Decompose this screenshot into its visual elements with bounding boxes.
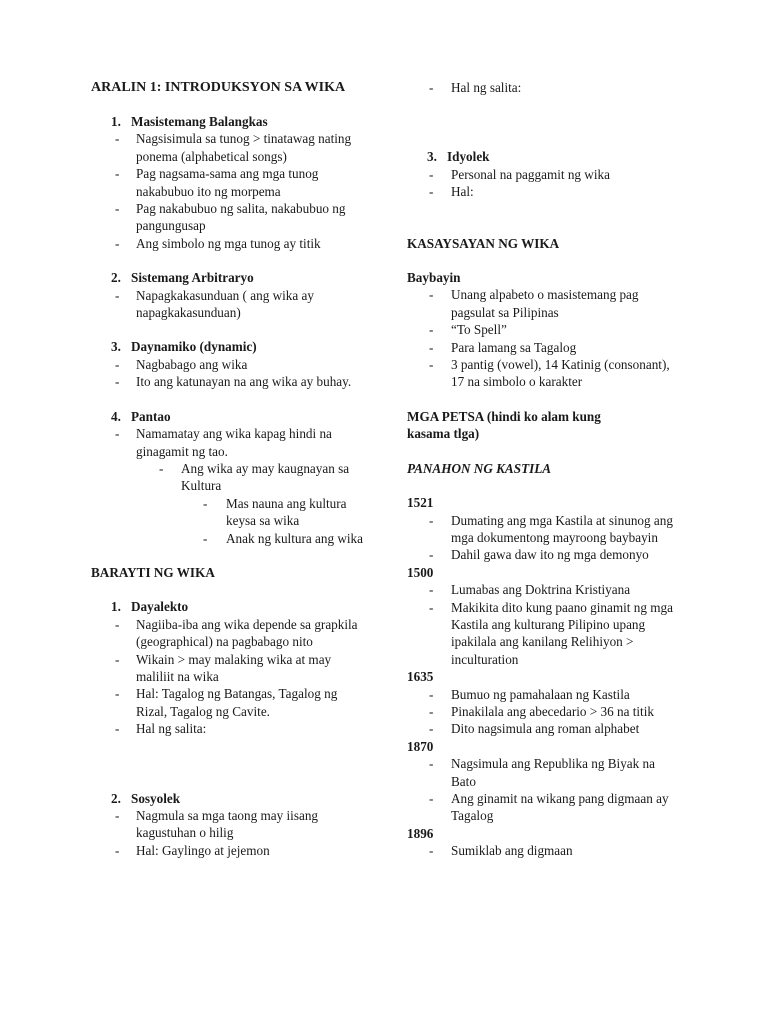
- section-heading: 3. Daynamiko (dynamic): [111, 339, 257, 355]
- list-item: - Dito nagsimula ang roman alphabet: [429, 721, 640, 737]
- section-heading: 2. Sistemang Arbitraryo: [111, 270, 254, 286]
- list-item: - Unang alpabeto o masistemang pag pagsulat sa Pilipinas: [429, 287, 639, 320]
- list-item: - Nagsimula ang Republika ng Biyak na Bato: [429, 756, 656, 789]
- list-item: - Nagbabago ang wika: [115, 356, 248, 372]
- list-item: - Dahil gawa daw ito ng mga demonyo: [429, 547, 649, 563]
- list-item: - Nagiiba-iba ang wika depende sa grapkila (geographical) na pagbabago nito: [115, 616, 358, 650]
- list-item: - Sumiklab ang digmaan: [429, 843, 573, 859]
- section-heading: 3. Idyolek: [427, 149, 490, 165]
- list-item: - “To Spell”: [429, 322, 507, 338]
- list-item: - Bumuo ng pamahalaan ng Kastila: [429, 686, 630, 702]
- list-item: - Nagsisimula sa tunog > tinatawag nating ponema (alphabetical songs): [115, 131, 352, 164]
- right-column: [407, 79, 707, 860]
- list-item: - Napagkakasunduan ( ang wika ay napagkakasunduan): [115, 287, 314, 321]
- left-column: [91, 79, 381, 859]
- list-item: - Pinakilala ang abecedario > 36 na titik: [429, 703, 654, 719]
- list-item: - Namamatay ang wika kapag hindi na ginagamit ng tao.: [115, 426, 332, 459]
- section-heading: 1. Dayalekto: [111, 599, 189, 615]
- list-item: - Pag nakabubuo ng salita, nakabubuo ng pangungusap: [115, 201, 346, 234]
- period-title: PANAHON NG KASTILA: [407, 460, 552, 476]
- list-subsubitem: - Mas nauna ang kultura keysa sa wika: [203, 495, 347, 529]
- list-item: - Wikain > may malaking wika at may maliliit na wika: [115, 651, 332, 684]
- section-title: KASAYSAYAN NG WIKA: [407, 235, 560, 251]
- list-item: - Ito ang katunayan na ang wika ay buhay.: [115, 374, 352, 390]
- list-item: - Makikita dito kung paano ginamit ng mga Kastila ang kulturang Pilipino upang ipakilala ang kanilang Relihiyon > inculturation: [429, 599, 673, 667]
- list-item: - Hal ng salita:: [429, 80, 522, 95]
- year-label: 1521: [407, 495, 434, 511]
- list-item: - Ang ginamit na wikang pang digmaan ay Tagalog: [429, 791, 669, 824]
- list-item: - Para lamang sa Tagalog: [429, 339, 577, 355]
- section-heading: 2. Sosyolek: [111, 790, 181, 806]
- subsection-title: Baybayin: [407, 270, 461, 286]
- year-label: 1635: [407, 669, 434, 685]
- list-item: - Hal: Tagalog ng Batangas, Tagalog ng Rizal, Tagalog ng Cavite.: [115, 686, 338, 719]
- year-label: 1896: [407, 825, 434, 841]
- section-title: MGA PETSA (hindi ko alam kung kasama tlga): [407, 408, 601, 442]
- list-item: - Personal na paggamit ng wika: [429, 166, 610, 182]
- year-label: 1500: [407, 564, 434, 580]
- list-item: - Dumating ang mga Kastila at sinunog ang mga dokumentong mayroong baybayin: [429, 512, 673, 545]
- list-item: - Hal:: [429, 184, 474, 200]
- list-item: - 3 pantig (vowel), 14 Katinig (consonant), 17 na simbolo o karakter: [429, 357, 670, 390]
- list-item: - Nagmula sa mga taong may iisang kagustuhan o hilig: [115, 808, 319, 841]
- lesson-title: ARALIN 1: INTRODUKSYON SA WIKA: [91, 80, 346, 95]
- list-item: - Hal ng salita:: [115, 721, 207, 737]
- list-item: - Hal: Gaylingo at jejemon: [115, 842, 270, 858]
- list-item: - Pag nagsama-sama ang mga tunog nakabubuo ito ng morpema: [115, 166, 319, 199]
- list-item: - Lumabas ang Doktrina Kristiyana: [429, 582, 631, 598]
- year-label: 1870: [407, 738, 434, 754]
- section-heading: 1. Masistemang Balangkas: [111, 114, 268, 129]
- list-subitem: - Ang wika ay may kaugnayan sa Kultura: [159, 460, 350, 494]
- section-title: BARAYTI NG WIKA: [91, 564, 215, 580]
- list-subsubitem: - Anak ng kultura ang wika: [203, 530, 363, 546]
- section-heading: 4. Pantao: [111, 408, 171, 424]
- list-item: - Ang simbolo ng mga tunog ay titik: [115, 235, 321, 251]
